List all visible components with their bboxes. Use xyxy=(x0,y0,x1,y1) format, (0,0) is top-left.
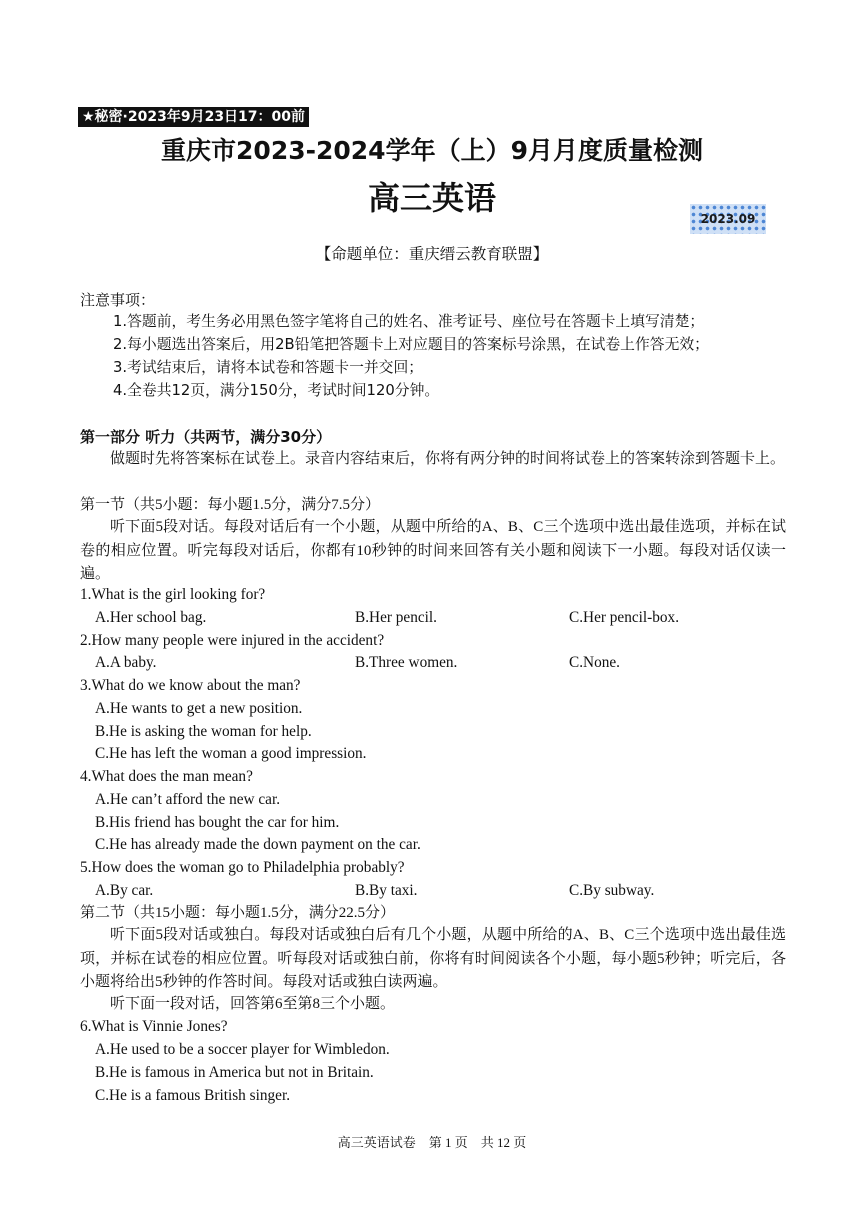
notice-item: 1.答题前，考生务必用黑色签字笔将自己的姓名、准考证号、座位号在答题卡上填写清楚； xyxy=(113,313,705,330)
question-stem: 5.How does the woman go to Philadelphia probably? xyxy=(80,859,405,876)
option-b: B.Three women. xyxy=(355,654,458,671)
question-stem: 2.How many people were injured in the accident? xyxy=(80,632,385,649)
option-b: B.He is famous in America but not in Britain. xyxy=(95,1064,374,1081)
option-b: B.His friend has bought the car for him. xyxy=(95,814,340,831)
notice-item: 2.每小题选出答案后，用2B铅笔把答题卡上对应题目的答案标号涂黑，在试卷上作答无效； xyxy=(113,336,709,353)
section1-title: 第一节（共5小题：每小题1.5分，满分7.5分） xyxy=(80,497,381,513)
option-b: B.By taxi. xyxy=(355,882,418,899)
section2-instructions: 听下面5段对话或独白。每段对话或独白后有几个小题，从题中所给的A、B、C三个选项中选出最佳选项，并标在试卷的相应位置。听每段对话或独白前，你将有时间阅读各个小题，每小题5秒钟；听完后，各小题将给出5秒钟的作答时间。每段对话或独白读两遍。 xyxy=(80,927,786,990)
option-c: C.He has already made the down payment on the car. xyxy=(95,836,421,853)
page-footer: 高三英语试卷 第 1 页 共 12 页 xyxy=(337,1135,527,1150)
part-intro: 做题时先将答案标在试卷上。录音内容结束后，你将有两分钟的时间将试卷上的答案转涂到答题卡上。 xyxy=(110,451,786,467)
part-title: 第一部分 听力（共两节，满分30分） xyxy=(80,428,332,446)
option-a: A.He wants to get a new position. xyxy=(95,700,303,717)
question-stem: 1.What is the girl looking for? xyxy=(80,586,266,603)
notice-item: 4.全卷共12页，满分150分，考试时间120分钟。 xyxy=(113,382,440,399)
option-c: C.Her pencil-box. xyxy=(569,609,680,626)
exam-title: 高三英语 xyxy=(367,179,496,217)
option-c: C.He is a famous British singer. xyxy=(95,1087,291,1104)
option-a: A.Her school bag. xyxy=(95,609,207,626)
option-c: C.By subway. xyxy=(569,882,655,899)
option-a: A.He used to be a soccer player for Wimbledon. xyxy=(95,1041,390,1058)
option-c: C.He has left the woman a good impression. xyxy=(95,745,367,762)
compiler-unit: 【命题单位：重庆缙云教育联盟】 xyxy=(315,245,549,263)
option-a: A.A baby. xyxy=(95,654,157,671)
question-stem: 6.What is Vinnie Jones? xyxy=(80,1018,228,1035)
notice-item: 3.考试结束后，请将本试卷和答题卡一并交回； xyxy=(113,359,424,376)
option-b: B.He is asking the woman for help. xyxy=(95,723,312,740)
date-stamp: 2023.09 xyxy=(690,204,766,234)
section1-instructions: 听下面5段对话。每段对话后有一个小题，从题中所给的A、B、C三个选项中选出最佳选项，并标在试卷的相应位置。听完每段对话后，你都有10秒钟的时间来回答有关小题和阅读下一小题。每段对话仅读一遍。 xyxy=(80,519,786,582)
section2-title: 第二节（共15小题：每小题1.5分，满分22.5分） xyxy=(80,905,396,921)
notice-title: 注意事项： xyxy=(80,291,156,309)
option-a: A.By car. xyxy=(95,882,154,899)
question-stem: 4.What does the man mean? xyxy=(80,768,253,785)
secret-label: ★秘密·2023年9月23日17：00前 xyxy=(78,107,309,127)
option-a: A.He can’t afford the new car. xyxy=(95,791,281,808)
option-c: C.None. xyxy=(569,654,620,671)
option-b: B.Her pencil. xyxy=(355,609,437,626)
school-title: 重庆市2023-2024学年（上）9月月度质量检测 xyxy=(161,136,703,165)
sub-instruction: 听下面一段对话，回答第6至第8三个小题。 xyxy=(110,996,396,1012)
question-stem: 3.What do we know about the man? xyxy=(80,677,301,694)
